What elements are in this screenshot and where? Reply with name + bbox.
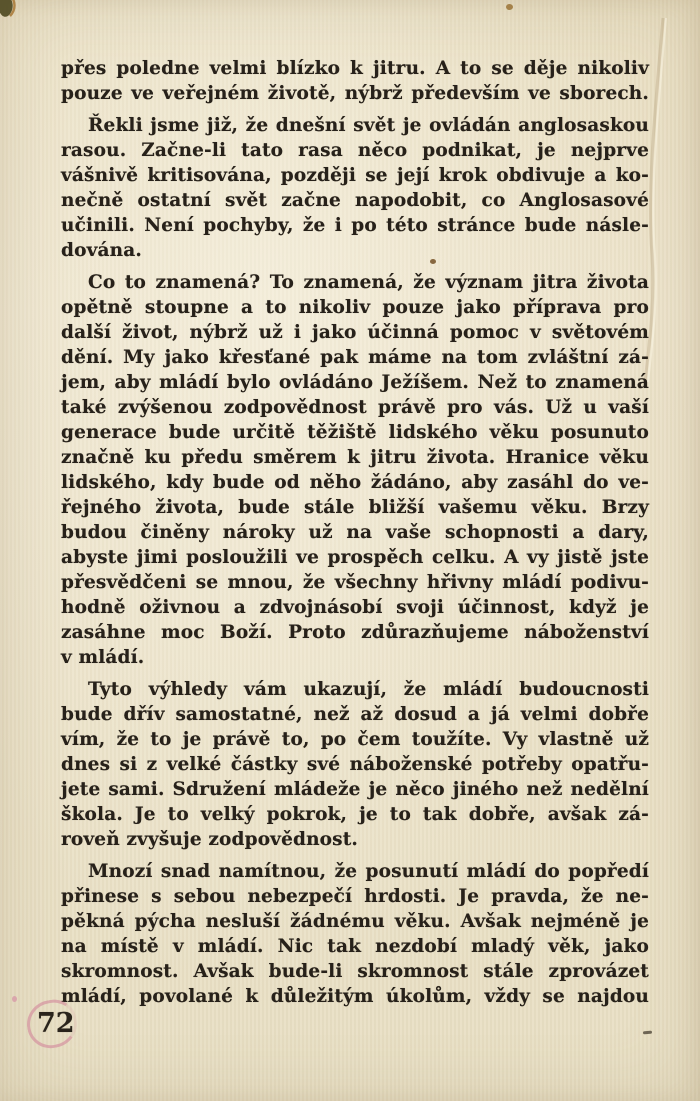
text-line: nečně ostatní svět začne napodobit, co Anglosasové — [61, 190, 649, 211]
text-line: generace bude určitě těžiště lidského věku posunuto — [61, 422, 649, 443]
ink-smudge-top-left-icon — [0, 0, 36, 27]
text-line: značně ku předu směrem k jitru života. Hranice věku — [61, 447, 649, 468]
paragraph — [61, 270, 649, 670]
paragraph — [61, 56, 649, 106]
text-line: jete sami. Sdružení mládeže je něco jiného než nedělní — [61, 779, 649, 800]
text-line: skromnost. Avšak bude-li skromnost stále zprovázet — [61, 961, 649, 982]
text-line: učinili. Není pochyby, že i po této stránce bude násle- — [61, 215, 649, 236]
text-line: rasou. Začne-li tato rasa něco podnikat, je nejprve — [61, 140, 649, 161]
text-line: roveň zvyšuje zodpovědnost. — [61, 829, 359, 850]
text-line: budou činěny nároky už na vaše schopnosti a dary, — [61, 522, 649, 543]
text-line: vášnivě kritisována, později se její krok obdivuje a ko- — [61, 165, 649, 186]
text-line: dnes si z velké částky své náboženské potřeby opatřu- — [61, 754, 649, 775]
text-line: jem, aby mládí bylo ovládáno Ježíšem. Než to znamená — [61, 372, 649, 393]
text-line: bude dřív samostatné, než až dosud a já velmi dobře — [61, 704, 649, 725]
text-line: také zvýšenou zodpovědnost právě pro vás. Už u vaší — [61, 397, 649, 418]
paper-speck-top — [506, 4, 513, 10]
text-line: na místě v mládí. Nic tak nezdobí mladý věk, jako — [61, 936, 649, 957]
text-line: Mnozí snad namítnou, že posunutí mládí do popředí — [88, 861, 649, 882]
text-line: abyste jimi posloužili ve prospěch celku. A vy jistě jste — [61, 547, 649, 568]
text-line: přesvědčeni se mnou, že všechny hřivny mládí podivu- — [61, 572, 649, 593]
text-line: zasáhne moc Boží. Proto zdůrazňujeme náboženství — [61, 622, 649, 643]
text-line: Řekli jsme již, že dnešní svět je ovládán anglosaskou — [88, 115, 649, 136]
page-number: 72 — [37, 1008, 75, 1039]
text-line: další život, nýbrž už i jako účinná pomoc v světovém — [61, 322, 649, 343]
paragraph — [61, 859, 649, 1009]
text-line: Tyto výhledy vám ukazují, že mládí budoucnosti — [88, 679, 649, 700]
text-line: přes poledne velmi blízko k jitru. A to se děje nikoliv — [61, 58, 649, 79]
text-line: Co to znamená? To znamená, že význam jitra života — [88, 272, 649, 293]
text-line: mládí, povolané k důležitým úkolům, vždy se najdou — [61, 986, 649, 1007]
text-line: lidského, kdy bude od něho žádáno, aby zasáhl do ve- — [61, 472, 649, 493]
text-line: škola. Je to velký pokrok, je to tak dobře, avšak zá- — [61, 804, 649, 825]
text-line: v mládí. — [61, 647, 145, 668]
text-line: pěkná pýcha nesluší žádnému věku. Avšak nejméně je — [61, 911, 649, 932]
text-line: pouze ve veřejném životě, nýbrž především ve sborech. — [61, 83, 649, 104]
ink-dash-bottom-right — [643, 1031, 652, 1035]
text-line: opětně stoupne a to nikoliv pouze jako příprava pro — [61, 297, 649, 318]
text-line: přinese s sebou nebezpečí hrdosti. Je pravda, že ne- — [61, 886, 649, 907]
page-text — [61, 56, 649, 1009]
text-line: řejného života, bude stále bližší vašemu věku. Brzy — [61, 497, 649, 518]
paragraph — [61, 677, 649, 852]
text-line: hodně oživnou a zdvojnásobí svoji účinnost, když je — [61, 597, 649, 618]
paper-speck-pink — [12, 996, 17, 1002]
text-line: dění. My jako křesťané pak máme na tom zvláštní zá- — [61, 347, 649, 368]
text-line: vím, že to je právě to, po čem toužíte. Vy vlastně už — [61, 729, 649, 750]
text-line: dována. — [61, 240, 142, 261]
paragraph — [61, 113, 649, 263]
